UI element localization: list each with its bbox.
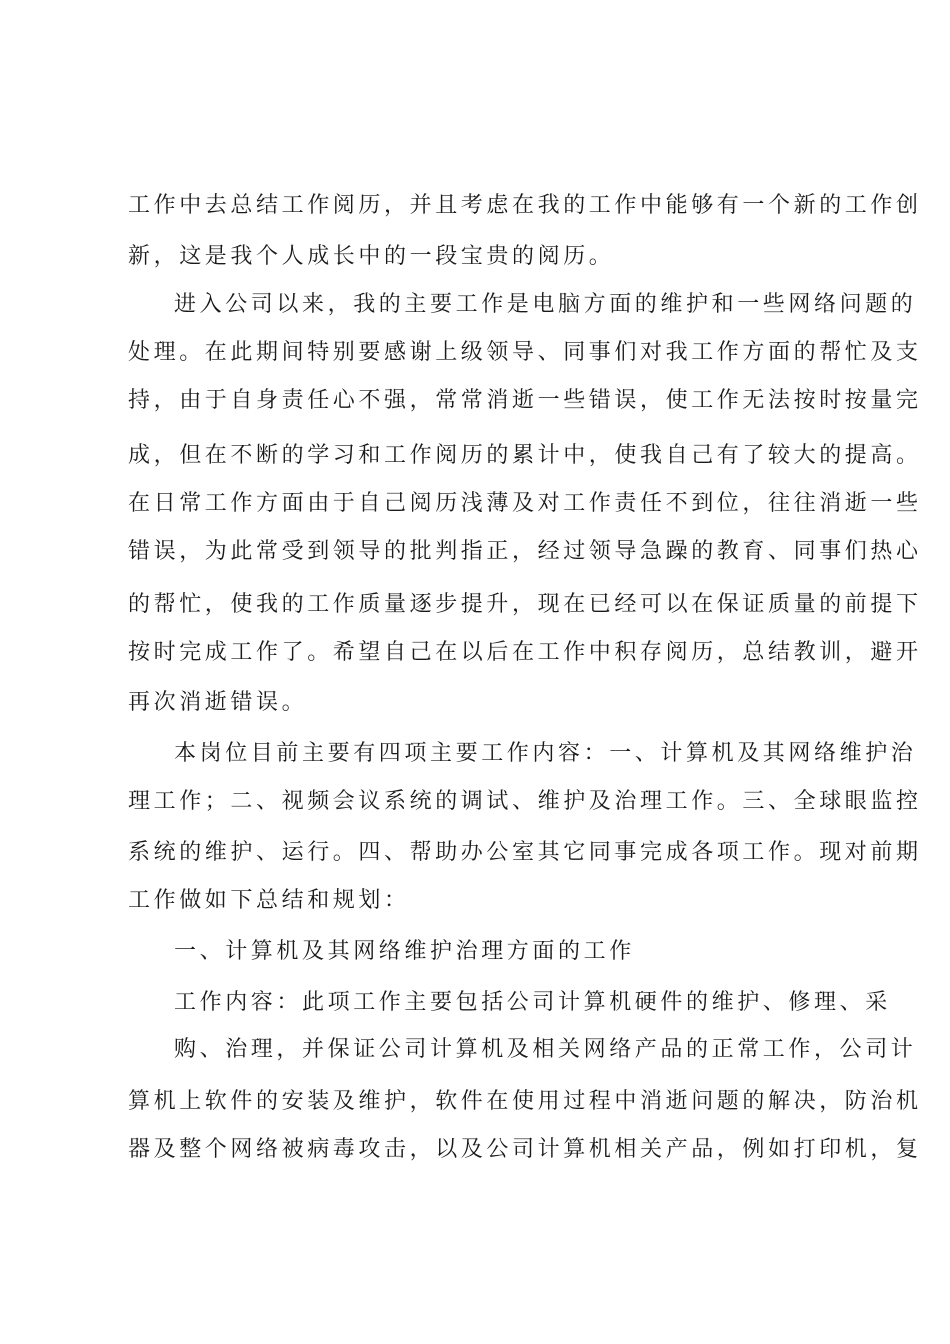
text-line: 按时完成工作了。希望自己在以后在工作中积存阅历，总结教训，避开 <box>128 640 922 665</box>
text-line: 理工作；二、视频会议系统的调试、维护及治理工作。三、全球眼监控 <box>128 789 922 814</box>
paragraph-start-line: 本岗位目前主要有四项主要工作内容：一、计算机及其网络维护治 <box>174 741 917 766</box>
text-line: 再次消逝错误。 <box>128 690 308 715</box>
paragraph-start-line: 工作内容：此项工作主要包括公司计算机硬件的维护、修理、采 <box>174 990 891 1015</box>
text-line: 错误，为此常受到领导的批判指正，经过领导急躁的教育、同事们热心 <box>128 539 922 564</box>
paragraph-start-line: 进入公司以来，我的主要工作是电脑方面的维护和一些网络问题的 <box>174 292 917 317</box>
text-line: 工作中去总结工作阅历，并且考虑在我的工作中能够有一个新的工作创 <box>128 193 922 218</box>
text-line: 器及整个网络被病毒攻击，以及公司计算机相关产品，例如打印机，复 <box>128 1137 922 1162</box>
text-line: 系统的维护、运行。四、帮助办公室其它同事完成各项工作。现对前期 <box>128 840 922 865</box>
text-line: 持，由于自身责任心不强，常常消逝一些错误，使工作无法按时按量完 <box>128 388 922 413</box>
text-line: 算机上软件的安装及维护，软件在使用过程中消逝问题的解决，防治机 <box>128 1089 922 1114</box>
text-line: 新，这是我个人成长中的一段宝贵的阅历。 <box>128 244 615 269</box>
section-heading: 一、计算机及其网络维护治理方面的工作 <box>174 939 635 964</box>
text-line: 购、治理，并保证公司计算机及相关网络产品的正常工作，公司计 <box>174 1037 917 1062</box>
text-line: 的帮忙，使我的工作质量逐步提升，现在已经可以在保证质量的前提下 <box>128 592 922 617</box>
text-line: 工作做如下总结和规划： <box>128 888 410 913</box>
text-line: 成，但在不断的学习和工作阅历的累计中，使我自己有了较大的提高。 <box>128 443 922 468</box>
text-line: 处理。在此期间特别要感谢上级领导、同事们对我工作方面的帮忙及支 <box>128 340 922 365</box>
text-line: 在日常工作方面由于自己阅历浅薄及对工作责任不到位，往往消逝一些 <box>128 491 922 516</box>
